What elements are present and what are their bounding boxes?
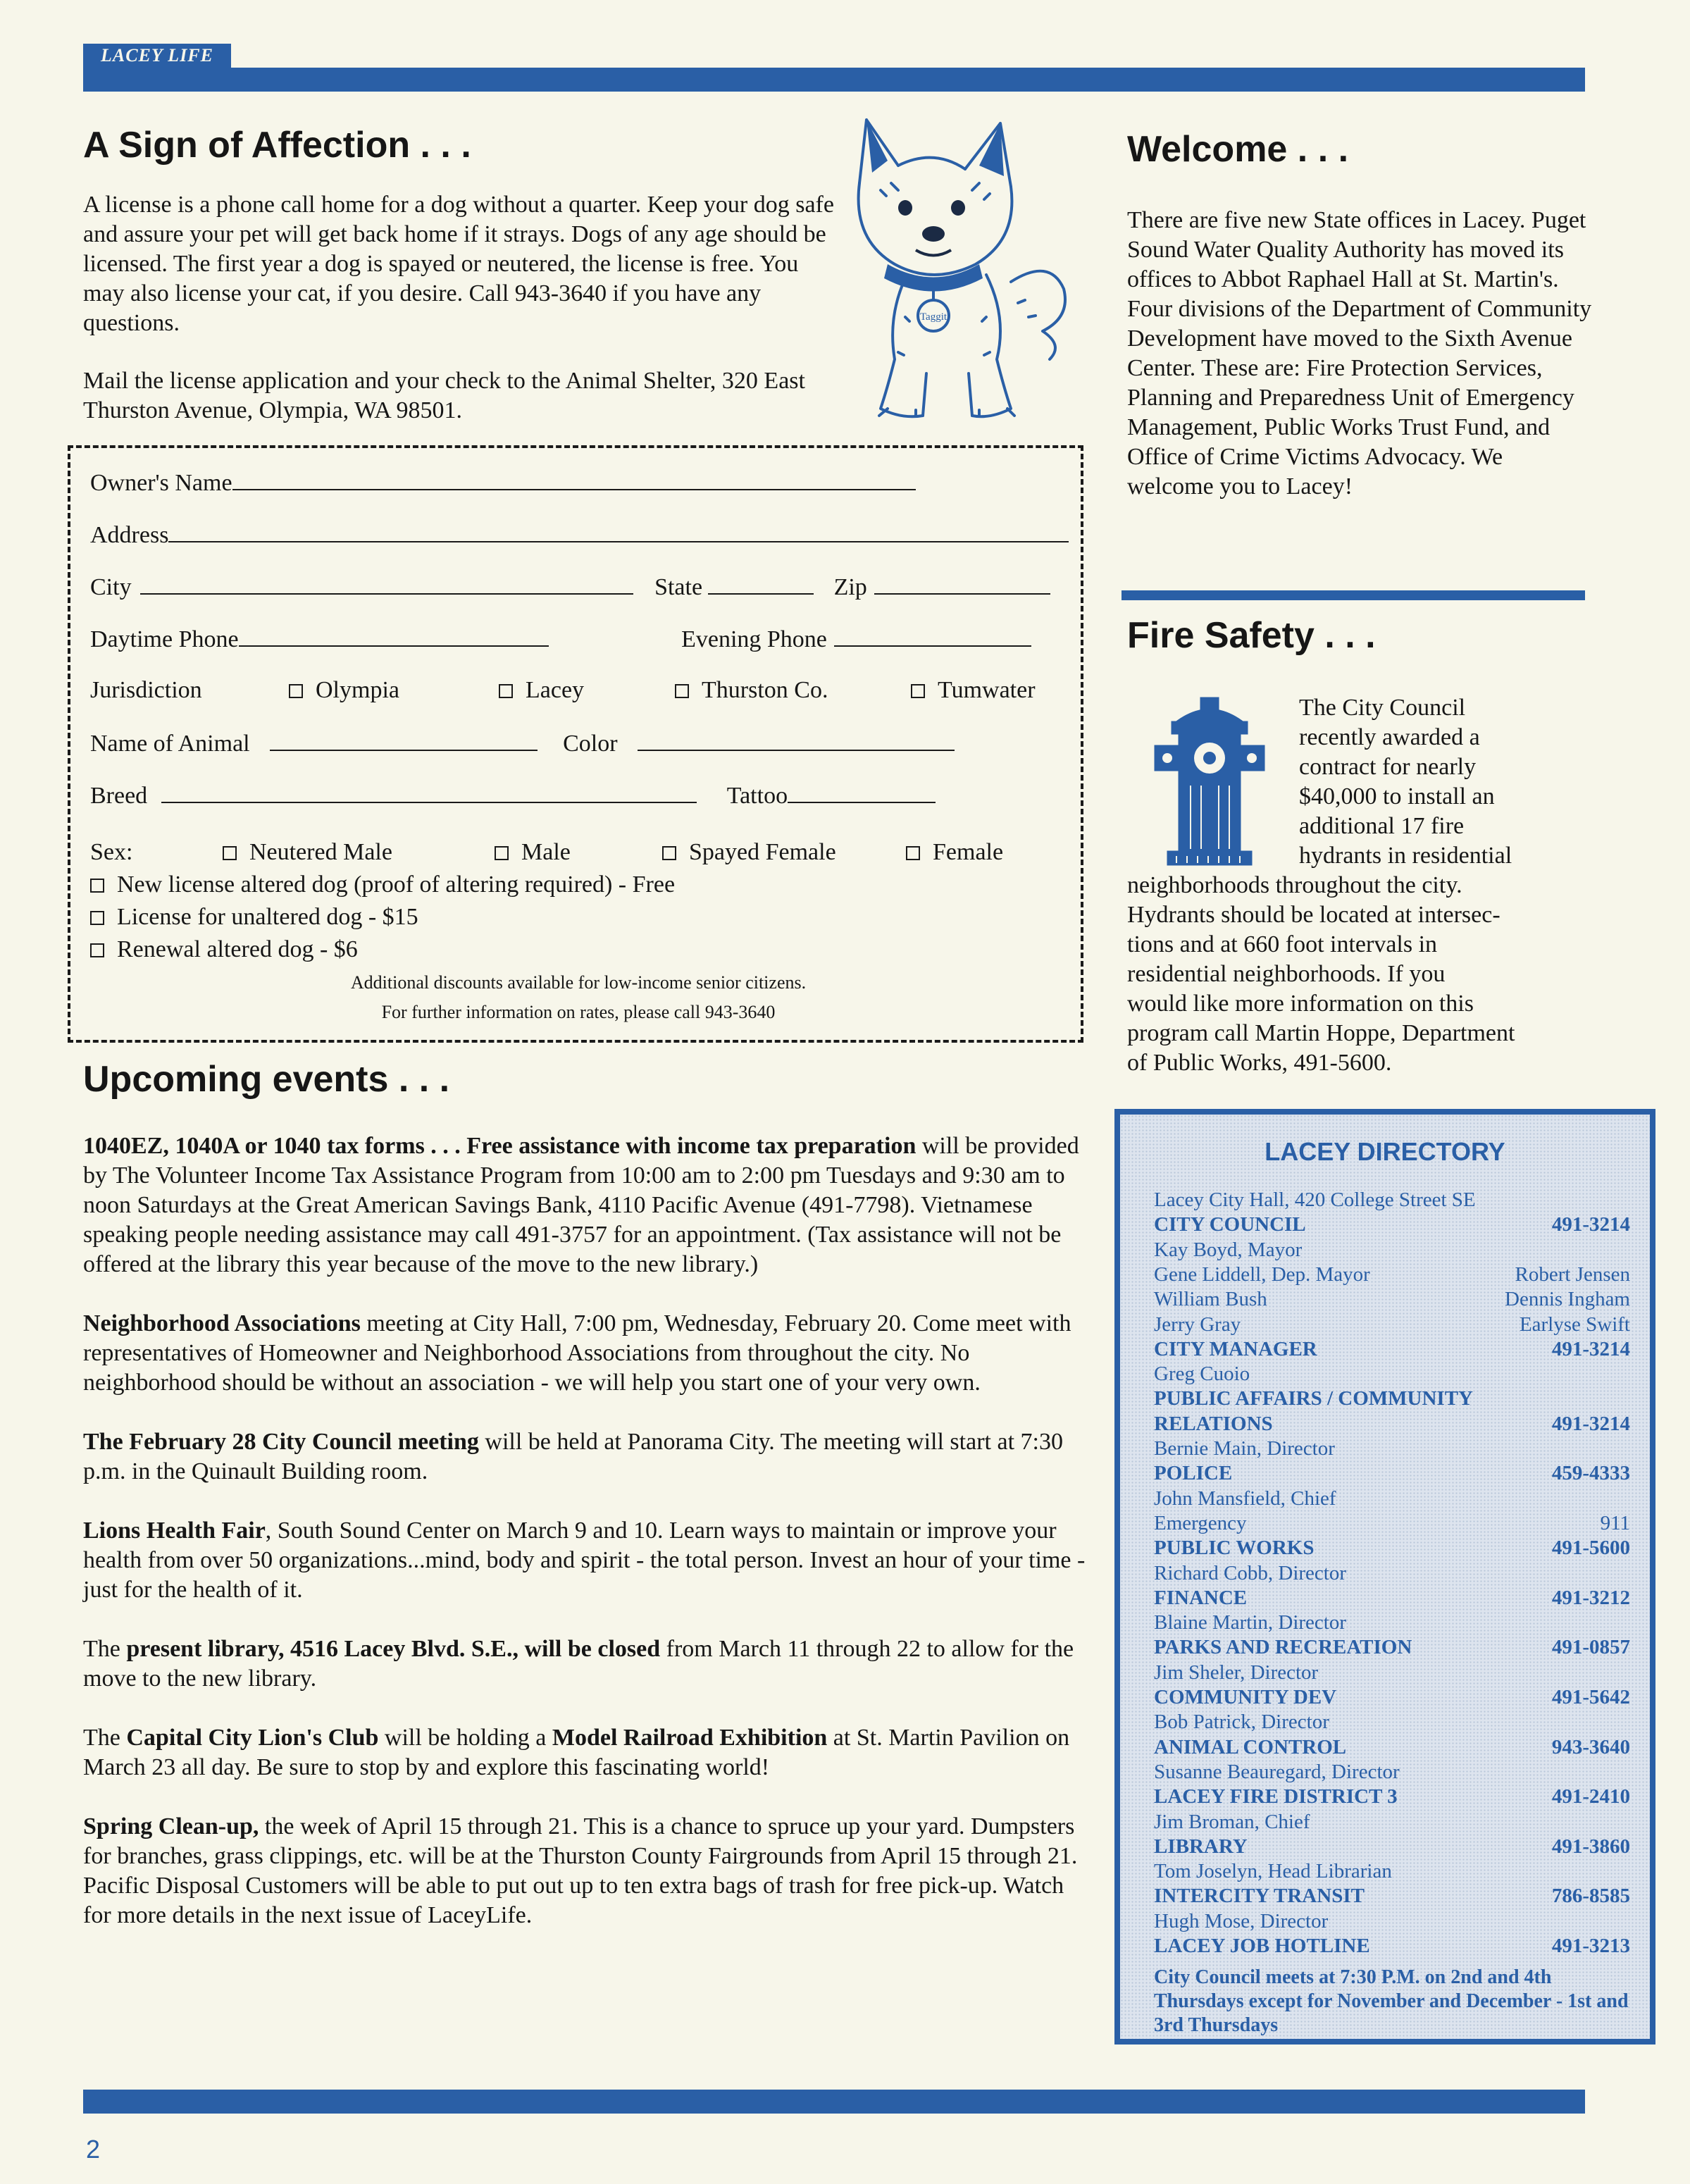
directory-entry-value: 786-8585 <box>1551 1885 1630 1908</box>
directory-row <box>1154 1461 1630 1485</box>
animal-name-field[interactable] <box>270 728 538 751</box>
fire-line: would like more information on this <box>1127 991 1474 1017</box>
dog-illustration <box>838 106 1099 437</box>
checkbox[interactable] <box>911 684 925 698</box>
address-label: Address <box>90 522 169 548</box>
fire-line: neighborhoods throughout the city. <box>1127 872 1462 898</box>
directory-entry-label: CITY COUNCIL <box>1154 1213 1306 1236</box>
directory-entry-value: 911 <box>1600 1511 1630 1534</box>
directory-entry-value: Earlyse Swift <box>1519 1313 1630 1336</box>
jurisdiction-lacey[interactable] <box>499 676 584 705</box>
event-item <box>83 1723 1098 1782</box>
jurisdiction-row <box>90 676 1036 705</box>
directory-row <box>1154 1934 1630 1958</box>
sex-row <box>90 838 1004 867</box>
fire-line: of Public Works, 491-5600. <box>1127 1050 1392 1076</box>
state-field[interactable] <box>708 572 814 595</box>
directory-row <box>1154 1835 1630 1859</box>
fire-line: $40,000 to install an <box>1299 783 1495 809</box>
event-bold: Lions Health Fair <box>83 1518 266 1544</box>
animal-row <box>90 728 955 758</box>
directory-entry-label: Hugh Mose, Director <box>1154 1909 1329 1932</box>
sex-option-label: Female <box>933 839 1004 865</box>
directory-entry-label: INTERCITY TRANSIT <box>1154 1885 1365 1908</box>
directory-entry-label: COMMUNITY DEV <box>1154 1686 1337 1708</box>
directory-entry-label: Lacey City Hall, 420 College Street SE <box>1154 1189 1476 1211</box>
owner-name-row <box>90 468 916 497</box>
sex-option-label: Male <box>521 839 571 865</box>
city-field[interactable] <box>140 572 633 595</box>
fire-line: program call Martin Hoppe, Department <box>1127 1020 1515 1046</box>
directory-entry-label: Jerry Gray <box>1154 1313 1241 1336</box>
welcome-body: There are five new State offices in Lacey. Puget Sound Water Quality Authority has moved its offices to Abbot Raphael Hall at St. Martin's. Four divisions of the Department of Community Development have moved to the Sixth Avenue Center. These are: Fire Protection Services, Planning and Preparedness Unit of Emergency Management, Public Works Trust Fund, and Office of Crime Victims Advocacy. We welcome you to Lacey! <box>1127 207 1592 500</box>
jurisdiction-option-label: Olympia <box>316 677 399 703</box>
checkbox[interactable] <box>289 684 303 698</box>
event-item <box>83 1634 1098 1694</box>
affection-body <box>83 190 837 426</box>
header-bar <box>83 68 1585 92</box>
form-note-discounts: Additional discounts available for low-income senior citizens. <box>350 972 807 993</box>
events-list <box>83 1131 1098 1930</box>
directory-row <box>1154 1437 1630 1460</box>
phone-row <box>90 624 1031 654</box>
directory-entry-value: 943-3640 <box>1551 1735 1630 1758</box>
directory-row <box>1154 1611 1630 1634</box>
directory-entry-label: Blaine Martin, Director <box>1154 1611 1346 1634</box>
directory-title: LACEY DIRECTORY <box>1265 1137 1505 1166</box>
breed-field[interactable] <box>161 781 697 803</box>
directory-entry-value: 491-3214 <box>1551 1412 1630 1435</box>
directory-row <box>1154 1362 1630 1386</box>
sex-female[interactable] <box>906 838 1003 867</box>
directory-row <box>1154 1536 1630 1560</box>
directory-entry-label: William Bush <box>1154 1288 1267 1311</box>
jurisdiction-label: Jurisdiction <box>90 677 202 703</box>
masthead-label: LACEY LIFE <box>83 44 231 68</box>
color-field[interactable] <box>638 728 955 751</box>
jurisdiction-option-label: Lacey <box>526 677 585 703</box>
affection-para-2: Mail the license application and your check to the Animal Shelter, 320 East Thurston Avenue, Olympia, WA 98501. <box>83 368 805 423</box>
breed-label: Breed <box>90 783 148 809</box>
checkbox[interactable] <box>90 911 104 925</box>
directory-entry-label: LACEY JOB HOTLINE <box>1154 1935 1370 1957</box>
page-number: 2 <box>86 2135 101 2164</box>
fire-line: additional 17 fire <box>1299 813 1465 839</box>
event-item <box>83 1812 1098 1930</box>
sex-label: Sex: <box>90 839 133 865</box>
jurisdiction-thurston[interactable] <box>675 676 828 705</box>
owner-name-field[interactable] <box>232 468 916 490</box>
directory-row <box>1154 1735 1630 1759</box>
fire-body-full <box>1127 871 1592 1078</box>
event-bold: present library, 4516 Lacey Blvd. S.E., will be closed <box>126 1636 661 1662</box>
owner-name-label: Owner's Name <box>90 470 232 496</box>
directory-entry-label: LIBRARY <box>1154 1835 1248 1858</box>
license-option-label: New license altered dog (proof of altering required) - Free <box>117 871 676 898</box>
directory-entry-label: Greg Cuoio <box>1154 1363 1250 1386</box>
sex-neutered-male[interactable] <box>223 838 392 867</box>
fire-line: residential neighborhoods. If you <box>1127 961 1446 987</box>
directory-row <box>1154 1661 1630 1684</box>
directory-entry-label: Jim Broman, Chief <box>1154 1810 1310 1833</box>
event-bold: Spring Clean-up, <box>83 1813 259 1839</box>
directory-row <box>1154 1586 1630 1610</box>
dog-tag-text: Taggit <box>919 311 947 323</box>
license-option-label: Renewal altered dog - $6 <box>117 936 358 962</box>
directory-entry-value: Robert Jensen <box>1515 1262 1630 1286</box>
daytime-phone-label: Daytime Phone <box>90 626 239 652</box>
directory-row <box>1154 1238 1630 1262</box>
directory-row <box>1154 1635 1630 1659</box>
directory-entry-value: 491-2410 <box>1551 1785 1630 1808</box>
address-row <box>90 520 1069 550</box>
directory-row <box>1154 1212 1630 1236</box>
directory-row <box>1154 1337 1630 1361</box>
event-text: The <box>83 1725 127 1751</box>
event-text: , South Sound Center on March 9 and 10. Learn ways to maintain or improve your health from over 50 organizations...mind, body and spirit - the total person. Invest an hour of your time - just for the health of it. <box>83 1518 1086 1603</box>
sex-male[interactable] <box>495 838 571 867</box>
jurisdiction-option-label: Thurston Co. <box>702 677 828 703</box>
sex-spayed-female[interactable] <box>662 838 836 867</box>
directory-entry-value: 491-5642 <box>1551 1686 1630 1708</box>
fire-line: tions and at 660 foot intervals in <box>1127 931 1438 957</box>
affection-title: A Sign of Affection . . . <box>83 125 471 166</box>
state-label: State <box>654 574 703 600</box>
fire-body-side <box>1299 693 1595 871</box>
directory-entry-label: Bob Patrick, Director <box>1154 1711 1329 1734</box>
tattoo-field[interactable] <box>788 781 936 803</box>
directory-entry-value: 459-4333 <box>1551 1462 1630 1485</box>
directory-entry-value: 491-3214 <box>1551 1213 1630 1236</box>
jurisdiction-option-label: Tumwater <box>938 677 1036 703</box>
zip-label: Zip <box>833 574 867 600</box>
directory-entry-value: 491-3214 <box>1551 1337 1630 1360</box>
fire-line: The City Council <box>1299 695 1466 721</box>
license-form <box>68 445 1083 1043</box>
event-text: at St. Martin Pavilion on March 23 all day. Be sure to stop by and explore this fascinating world! <box>83 1725 1070 1780</box>
license-option-label: License for unaltered dog - $15 <box>117 904 418 930</box>
event-item <box>83 1131 1098 1279</box>
directory-entry-label: CITY MANAGER <box>1154 1337 1317 1360</box>
city-label: City <box>90 574 132 600</box>
breed-row <box>90 781 936 810</box>
directory-entry-label: Kay Boyd, Mayor <box>1154 1238 1303 1261</box>
event-item <box>83 1427 1098 1487</box>
directory-row <box>1154 1760 1630 1784</box>
checkbox[interactable] <box>495 846 509 860</box>
directory-row <box>1154 1909 1630 1933</box>
directory-entry-label: Emergency <box>1154 1511 1247 1534</box>
directory-entry-label: PUBLIC WORKS <box>1154 1537 1315 1560</box>
checkbox[interactable] <box>675 684 689 698</box>
directory-entry-value: 491-3213 <box>1551 1935 1630 1957</box>
directory-entry-label: ANIMAL CONTROL <box>1154 1735 1347 1758</box>
directory-entry-label: Jim Sheler, Director <box>1154 1661 1319 1684</box>
fire-line: hydrants in residential <box>1299 843 1512 869</box>
event-text: will be held at Panorama City. The meeting will start at 7:30 p.m. in the Quinault Building room. <box>83 1429 1063 1484</box>
directory-entry-label: LACEY FIRE DISTRICT 3 <box>1154 1785 1398 1808</box>
event-text: will be provided by The Volunteer Income Tax Assistance Program from 10:00 am to 2:00 pm Tuesdays and 9:30 am to noon Saturdays at the Great American Savings Bank, 4110 Pacific Avenue (491-7798). Vietnamese speaking people needing assistance may call 491-3757 for an appointment. (Tax assistance will not be offered at the library this year because of the move to the new library.) <box>83 1133 1079 1277</box>
address-field[interactable] <box>168 520 1069 542</box>
directory-row <box>1154 1685 1630 1709</box>
directory-row <box>1154 1287 1630 1311</box>
directory-entry-value: 491-3212 <box>1551 1586 1630 1609</box>
checkbox[interactable] <box>90 943 104 957</box>
directory-entry-label: POLICE <box>1154 1462 1233 1485</box>
directory-row <box>1154 1386 1630 1410</box>
directory-row <box>1154 1884 1630 1908</box>
sex-option-label: Neutered Male <box>249 839 392 865</box>
tattoo-label: Tattoo <box>726 783 788 809</box>
fire-line: recently awarded a <box>1299 724 1480 750</box>
directory-row <box>1154 1487 1630 1510</box>
directory-row <box>1154 1188 1630 1212</box>
directory-entry-label: Richard Cobb, Director <box>1154 1561 1347 1584</box>
directory-entry-label: Gene Liddell, Dep. Mayor <box>1154 1262 1370 1286</box>
evening-phone-label: Evening Phone <box>681 626 827 652</box>
directory-entry-value: 491-5600 <box>1551 1537 1630 1560</box>
checkbox[interactable] <box>662 846 676 860</box>
event-item <box>83 1309 1098 1398</box>
directory-row <box>1154 1511 1630 1535</box>
directory-row <box>1154 1810 1630 1834</box>
directory-entry-label: RELATIONS <box>1154 1412 1273 1435</box>
event-bold: Model Railroad Exhibition <box>552 1725 828 1751</box>
directory-entry-label: Tom Joselyn, Head Librarian <box>1154 1860 1392 1883</box>
jurisdiction-tumwater[interactable] <box>911 676 1036 705</box>
directory-entry-label: FINANCE <box>1154 1586 1248 1609</box>
affection-para-1: A license is a phone call home for a dog without a quarter. Keep your dog safe and assure your pet will get back home if it strays. Dogs of any age should be licensed. The first year a dog is spayed or neutered, the license is free. You may also license your cat, if you desire. Call 943-3640 if you have any questions. <box>83 192 834 336</box>
directory-entry-value: 491-0857 <box>1551 1636 1630 1659</box>
directory-row <box>1154 1710 1630 1734</box>
event-bold: 1040EZ, 1040A or 1040 tax forms . . . Free assistance with income tax preparation <box>83 1133 917 1159</box>
directory-row <box>1154 1785 1630 1808</box>
zip-field[interactable] <box>874 572 1050 595</box>
footer-bar <box>83 2090 1585 2114</box>
welcome-title: Welcome . . . <box>1127 129 1349 170</box>
fire-title: Fire Safety . . . <box>1127 615 1376 656</box>
checkbox[interactable] <box>90 879 104 893</box>
daytime-phone-field[interactable] <box>239 624 549 647</box>
color-label: Color <box>563 731 618 757</box>
directory-row <box>1154 1262 1630 1286</box>
sex-option-label: Spayed Female <box>689 839 836 865</box>
directory-entry-value: Dennis Ingham <box>1505 1288 1630 1311</box>
directory-row <box>1154 1313 1630 1336</box>
event-text: the week of April 15 through 21. This is a chance to spruce up your yard. Dumpsters for branches, grass clippings, etc. will be at the Thurston County Fairgrounds from April 15 through 21. Pacific Disposal Customers will be able to put out up to ten extra bags of trash for free pick-up. Watch for more details in the next issue of LaceyLife. <box>83 1813 1078 1928</box>
form-note-rates: For further information on rates, please call 943-3640 <box>381 1002 776 1022</box>
directory-entry-value: 491-3860 <box>1551 1835 1630 1858</box>
event-text: meeting at City Hall, 7:00 pm, Wednesday, February 20. Come meet with representatives of Homeowner and Neighborhood Associations from throughout the city. No neighborhood should be without an association - we will help you start one of your very own. <box>83 1310 1071 1396</box>
directory-entry-label: PARKS AND RECREATION <box>1154 1636 1412 1659</box>
city-row <box>90 572 1050 602</box>
directory-note: City Council meets at 7:30 P.M. on 2nd and 4th Thursdays except for November and December - 1st and 3rd Thursdays <box>1154 1966 1629 2036</box>
directory-row <box>1154 1859 1630 1883</box>
license-option-unaltered[interactable] <box>90 903 418 931</box>
event-text: from March 11 through 22 to allow for the move to the new library. <box>83 1636 1074 1692</box>
checkbox[interactable] <box>906 846 920 860</box>
directory-row <box>1154 1412 1630 1436</box>
fire-line: Hydrants should be located at intersec- <box>1127 902 1501 928</box>
checkbox[interactable] <box>499 684 513 698</box>
event-text: The <box>83 1636 127 1662</box>
event-item <box>83 1516 1098 1605</box>
evening-phone-field[interactable] <box>834 624 1031 647</box>
directory-entry-label: Bernie Main, Director <box>1154 1437 1335 1460</box>
lacey-directory <box>1114 1109 1655 2045</box>
event-bold: The February 28 City Council meeting <box>83 1429 479 1455</box>
directory-entry-label: John Mansfield, Chief <box>1154 1487 1336 1510</box>
license-option-renewal[interactable] <box>90 936 358 964</box>
section-divider <box>1122 590 1585 600</box>
event-bold: Capital City Lion's Club <box>126 1725 379 1751</box>
animal-name-label: Name of Animal <box>90 731 250 757</box>
event-bold: Neighborhood Associations <box>83 1310 361 1336</box>
directory-entry-label: PUBLIC AFFAIRS / COMMUNITY <box>1154 1387 1473 1410</box>
jurisdiction-olympia[interactable] <box>289 676 399 705</box>
fire-hydrant-illustration <box>1148 694 1272 870</box>
fire-line: contract for nearly <box>1299 754 1477 780</box>
license-option-new[interactable] <box>90 871 675 899</box>
directory-row <box>1154 1561 1630 1585</box>
checkbox[interactable] <box>223 846 237 860</box>
events-title: Upcoming events . . . <box>83 1059 450 1100</box>
directory-entry-label: Susanne Beauregard, Director <box>1154 1760 1400 1783</box>
event-text: will be holding a <box>378 1725 552 1751</box>
